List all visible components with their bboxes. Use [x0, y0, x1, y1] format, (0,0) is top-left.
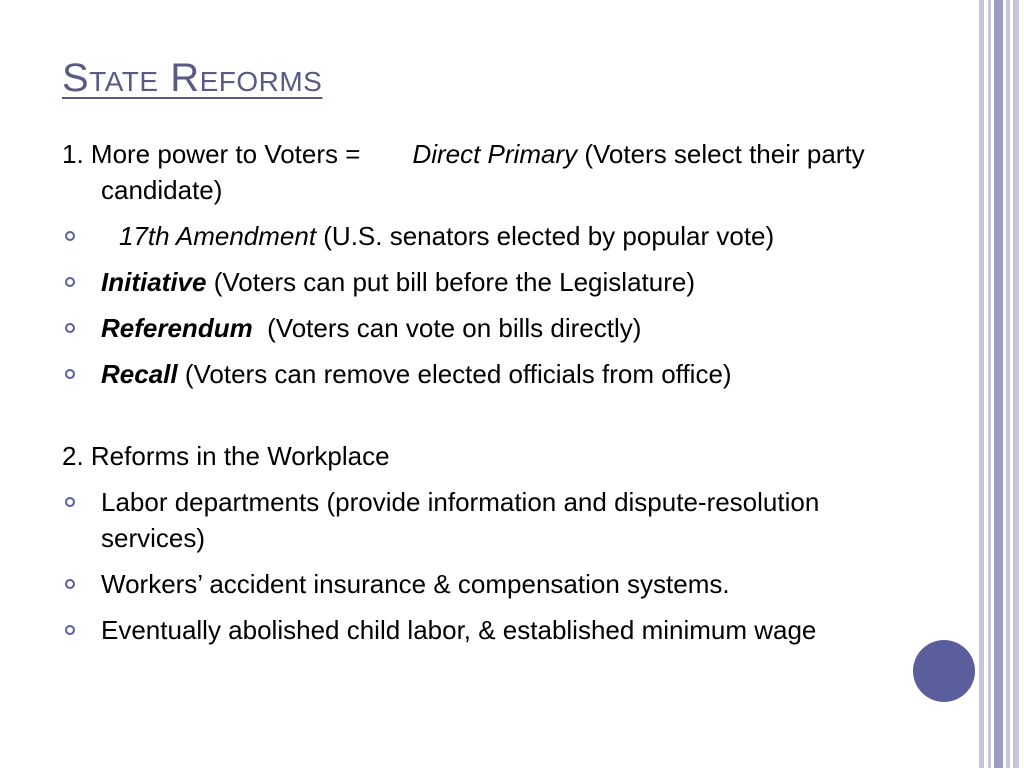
section1-heading-lead: 1. More power to Voters =	[62, 139, 361, 169]
bullet-text: (U.S. senators elected by popular vote)	[316, 221, 775, 251]
bullet-term: Initiative	[101, 267, 207, 297]
bullet-text: (Voters can remove elected officials from office)	[177, 359, 732, 389]
bullet-dot-icon	[65, 231, 75, 241]
direct-primary-term: Direct Primary	[412, 139, 578, 169]
bullet-term: Recall	[101, 359, 178, 389]
bullet-initiative	[62, 264, 942, 300]
bullet-dot-icon	[65, 277, 75, 287]
bullet-text: Eventually abolished child labor, & established minimum wage	[101, 615, 817, 645]
bullet-17th-amendment	[62, 218, 942, 254]
bullet-text: Labor departments (provide information and dispute-resolution services)	[101, 487, 820, 553]
bullet-term: 17th Amendment	[119, 221, 317, 251]
bullet-term: Referendum	[101, 313, 253, 343]
slide-body	[62, 136, 942, 648]
bullet-referendum	[62, 310, 942, 346]
bullet-text: (Voters can vote on bills directly)	[252, 313, 642, 343]
bullet-dot-icon	[65, 579, 75, 589]
bullet-text: Workers’ accident insurance & compensation systems.	[101, 569, 730, 599]
decor-stripe	[988, 0, 991, 768]
section1-heading-rest: (Voters select their party candidate)	[101, 139, 865, 205]
decor-stripe	[994, 0, 1003, 768]
section1-heading	[62, 136, 942, 208]
bullet-accident-insurance	[62, 566, 942, 602]
bullet-child-labor	[62, 612, 942, 648]
section2-heading: 2. Reforms in the Workplace	[62, 441, 390, 471]
bullet-recall	[62, 356, 942, 392]
bullet-dot-icon	[65, 625, 75, 635]
bullet-dot-icon	[65, 497, 75, 507]
slide-title: State Reforms	[62, 56, 323, 100]
decor-stripe	[979, 0, 984, 768]
bullet-dot-icon	[65, 323, 75, 333]
bullet-text: (Voters can put bill before the Legislature)	[206, 267, 695, 297]
bullet-labor-departments	[62, 484, 942, 556]
bullet-dot-icon	[65, 369, 75, 379]
decor-stripe	[1006, 0, 1010, 768]
decor-circle	[913, 640, 975, 702]
decor-stripe	[1013, 0, 1019, 768]
